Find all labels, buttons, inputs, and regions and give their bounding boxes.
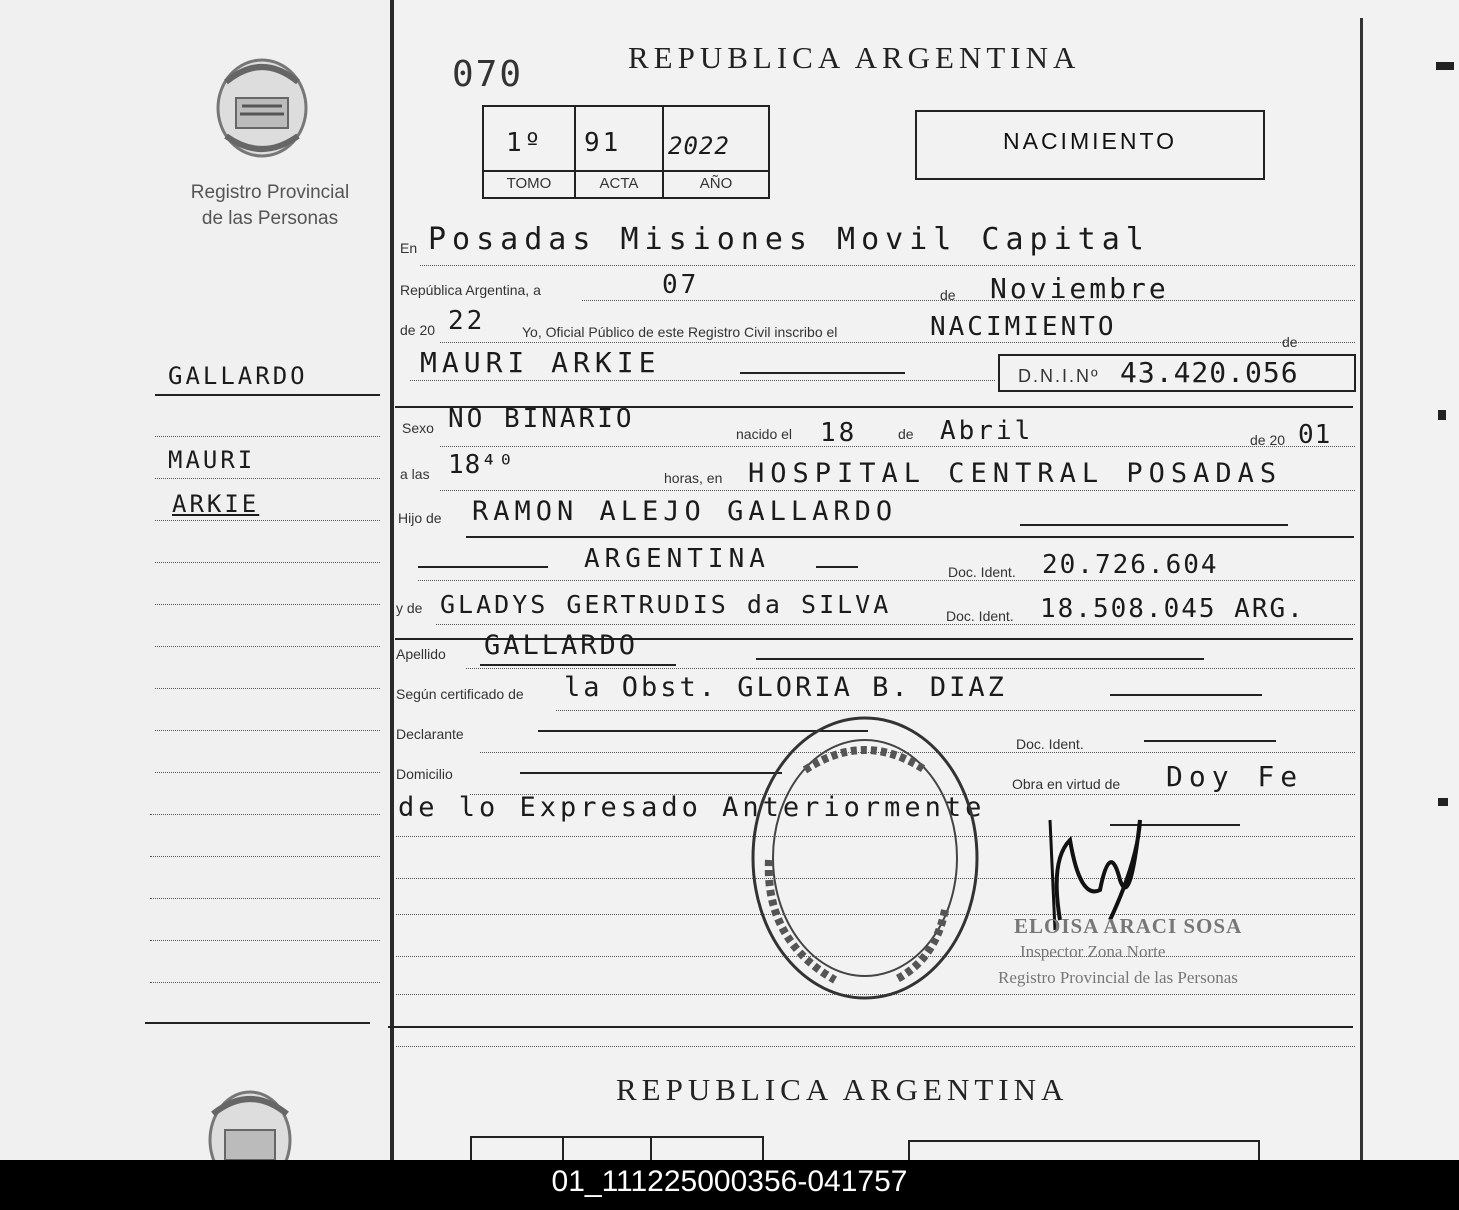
birth-day: 18 [820,418,858,448]
edge-mark [1438,798,1448,806]
stub-name-2: ARKIE [172,490,260,518]
y-de-label: y de [396,600,423,616]
certificado-value: la Obst. GLORIA B. DIAZ [564,672,1007,703]
logo-caption-2: de las Personas [201,208,339,229]
edge-mark [1438,410,1446,420]
stub-name-1: MAURI [168,446,256,474]
de-label-3: de [898,426,914,442]
mother-doc: 18.508.045 ARG. [1040,594,1305,624]
a-las-label: a las [400,466,430,482]
stub-surname: GALLARDO [168,362,308,390]
de-20-label: de 20 [1250,432,1286,448]
birth-place: HOSPITAL CENTRAL POSADAS [748,458,1283,489]
acta-label: ACTA [599,175,639,192]
logo-caption-1: Registro Provincial [190,182,350,203]
record-stub [0,0,392,1160]
father-doc: 20.726.604 [1042,550,1219,580]
year-suffix-value: 22 [448,306,486,336]
father-nationality: ARGENTINA [584,544,770,574]
birth-time: 18⁴⁰ [448,450,515,480]
country-title: REPUBLICA ARGENTINA [628,40,1081,75]
signer-office: Registro Provincial de las Personas [998,968,1238,987]
de-label: de [940,287,956,303]
next-tomo-box [470,1136,764,1160]
mother-name: GLADYS GERTRUDIS da SILVA [440,590,892,619]
birth-month: Abril [940,416,1034,446]
birth-year-suffix: 01 [1298,420,1332,450]
anio-value: 2022 [668,132,730,160]
acta-value: 91 [584,128,622,158]
father-name: RAMON ALEJO GALLARDO [472,496,898,527]
inscribo-value: NACIMIENTO [930,312,1117,342]
sexo-label: Sexo [402,420,434,436]
stub-divider [390,0,394,1160]
filename-caption: 01_111225000356-041757 [0,1160,1459,1210]
record-type: NACIMIENTO [1003,128,1177,154]
remark-text: de lo Expresado Anteriormente [398,792,986,823]
tomo-value: 1º [506,128,544,158]
next-type-box [908,1140,1260,1160]
horas-label: horas, en [664,470,723,486]
segun-label: Según certificado de [396,686,524,702]
tomo-label: TOMO [506,175,552,192]
obra-value: Doy Fe [1166,760,1304,793]
doc-ident-label-3: Doc. Ident. [1016,736,1084,752]
obra-label: Obra en virtud de [1012,776,1121,792]
place-value: Posadas Misiones Movil Capital [428,222,1150,257]
oficial-text: Yo, Oficial Público de este Registro Civil inscribo el [522,324,838,340]
hijo-label: Hijo de [398,510,442,526]
person-name: MAURI ARKIE [420,346,661,379]
dni-label: D.N.I.Nº [1018,366,1100,386]
registry-emblem-icon [212,52,312,162]
republica-label: República Argentina, a [400,282,541,298]
en-label: En [400,240,418,256]
doc-ident-label: Doc. Ident. [948,564,1016,580]
record-number: 070 [452,54,524,95]
month-value: Noviembre [990,272,1169,305]
de-label-2: de [1282,334,1298,350]
page-right-border [1360,18,1363,1160]
official-stamp-icon [745,710,985,1010]
edge-mark [1436,62,1454,70]
anio-label: AÑO [699,175,733,192]
doc-ident-label-2: Doc. Ident. [946,608,1014,624]
stub-surname-line [155,394,380,396]
signer-name: ELOISA ARACI SOSA [1014,914,1243,938]
registry-emblem-icon-2 [205,1084,295,1160]
apellido-label: Apellido [396,646,446,662]
year-prefix-label: de 20 [400,322,436,338]
apellido-value: GALLARDO [484,630,639,661]
day-value: 07 [662,270,700,300]
sexo-value: NO BINARIO [448,404,635,434]
declarante-label: Declarante [396,726,464,742]
domicilio-label: Domicilio [396,766,453,782]
dni-value: 43.420.056 [1120,356,1299,389]
signer-title: Inspector Zona Norte [1020,942,1166,961]
next-country-title: REPUBLICA ARGENTINA [616,1072,1069,1107]
nacido-label: nacido el [736,426,793,442]
